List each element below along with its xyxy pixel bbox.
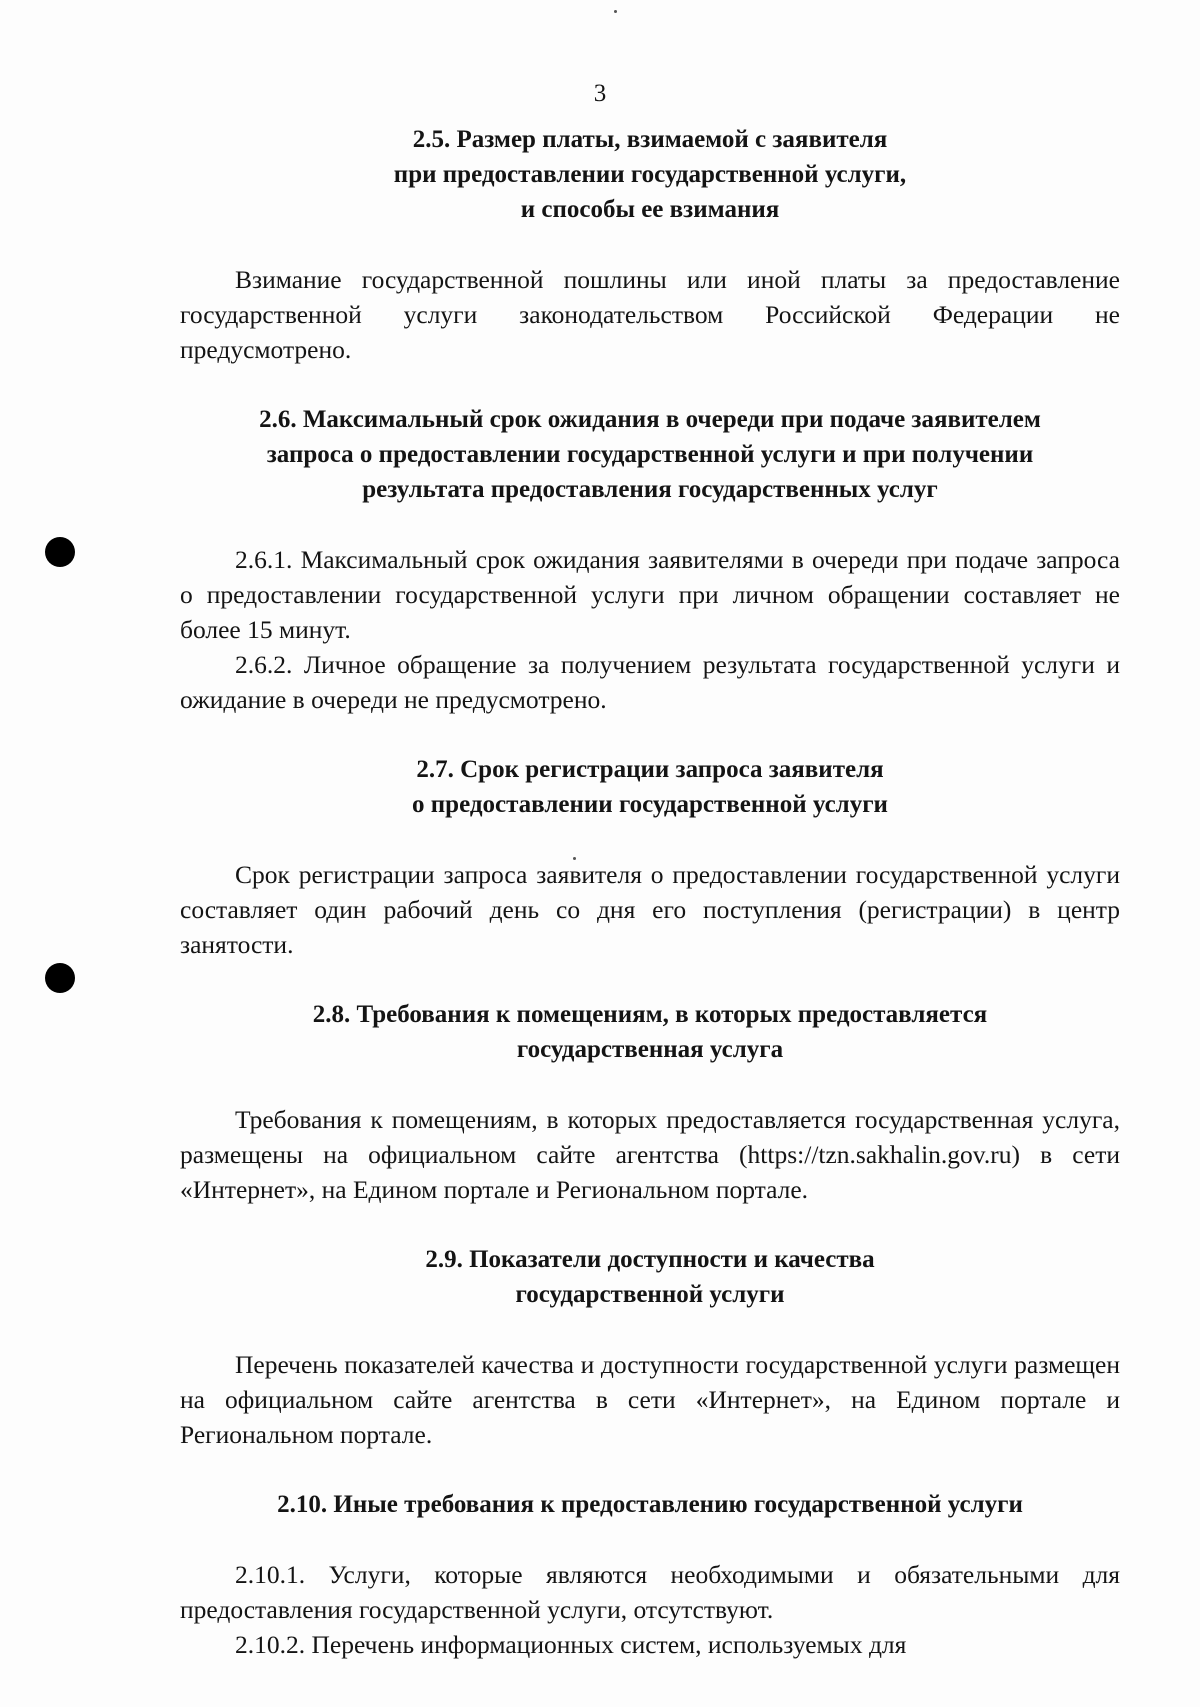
paragraph: Срок регистрации запроса заявителя о предоставлении государственной услуги составляет один рабочий день со дня его поступления (регистрации) в центр занятости. <box>180 860 1120 959</box>
paragraph: 2.6.1. Максимальный срок ожидания заявителями в очереди при подаче запроса о предоставлении государственной услуги при личном обращении составляет не более 15 минут. <box>180 545 1120 644</box>
section-2-6 <box>180 402 1120 717</box>
paragraph: Требования к помещениям, в которых предоставляется государственная услуга, размещены на официальном сайте агентства (https://tzn.sakhalin.gov.ru) в сети «Интернет», на Едином портале и Региональном портале. <box>180 1105 1120 1204</box>
section-heading: 2.5. Размер платы, взимаемой с заявителя при предоставлении государственной услуги, и способы ее взимания <box>393 126 907 223</box>
paragraph: Взимание государственной пошлины или иной платы за предоставление государственной услуги законодательством Российской Федерации не предусмотрено. <box>180 265 1120 364</box>
paragraph: Перечень показателей качества и доступности государственной услуги размещен на официальном сайте агентства в сети «Интернет», на Едином портале и Региональном портале. <box>180 1350 1120 1449</box>
paragraph: 2.10.1. Услуги, которые являются необходимыми и обязательными для предоставления государственной услуги, отсутствуют. <box>180 1560 1120 1624</box>
section-2-8 <box>180 997 1120 1207</box>
paragraph: 2.6.2. Личное обращение за получением результата государственной услуги и ожидание в очереди не предусмотрено. <box>180 650 1120 714</box>
section-heading: 2.8. Требования к помещениям, в которых предоставляется государственная услуга <box>312 1001 988 1063</box>
punch-hole-top <box>45 537 75 567</box>
section-2-5 <box>180 122 1120 367</box>
section-heading: 2.6. Максимальный срок ожидания в очереди при подаче заявителем запроса о предоставлении государственной услуги и при получении результата предоставления государственных услуг <box>259 406 1041 503</box>
section-2-7 <box>180 752 1120 962</box>
page-number: 3 <box>593 80 607 107</box>
section-heading: 2.10. Иные требования к предоставлению государственной услуги <box>277 1491 1023 1518</box>
punch-hole-bottom <box>45 963 75 993</box>
section-heading: 2.9. Показатели доступности и качества государственной услуги <box>425 1246 875 1308</box>
paragraph: 2.10.2. Перечень информационных систем, используемых для <box>235 1630 907 1659</box>
scan-speck <box>614 10 617 13</box>
section-heading: 2.7. Срок регистрации запроса заявителя о предоставлении государственной услуги <box>412 756 888 818</box>
section-2-9 <box>180 1242 1120 1452</box>
document-body <box>180 122 1120 1662</box>
section-2-10 <box>180 1487 1120 1662</box>
